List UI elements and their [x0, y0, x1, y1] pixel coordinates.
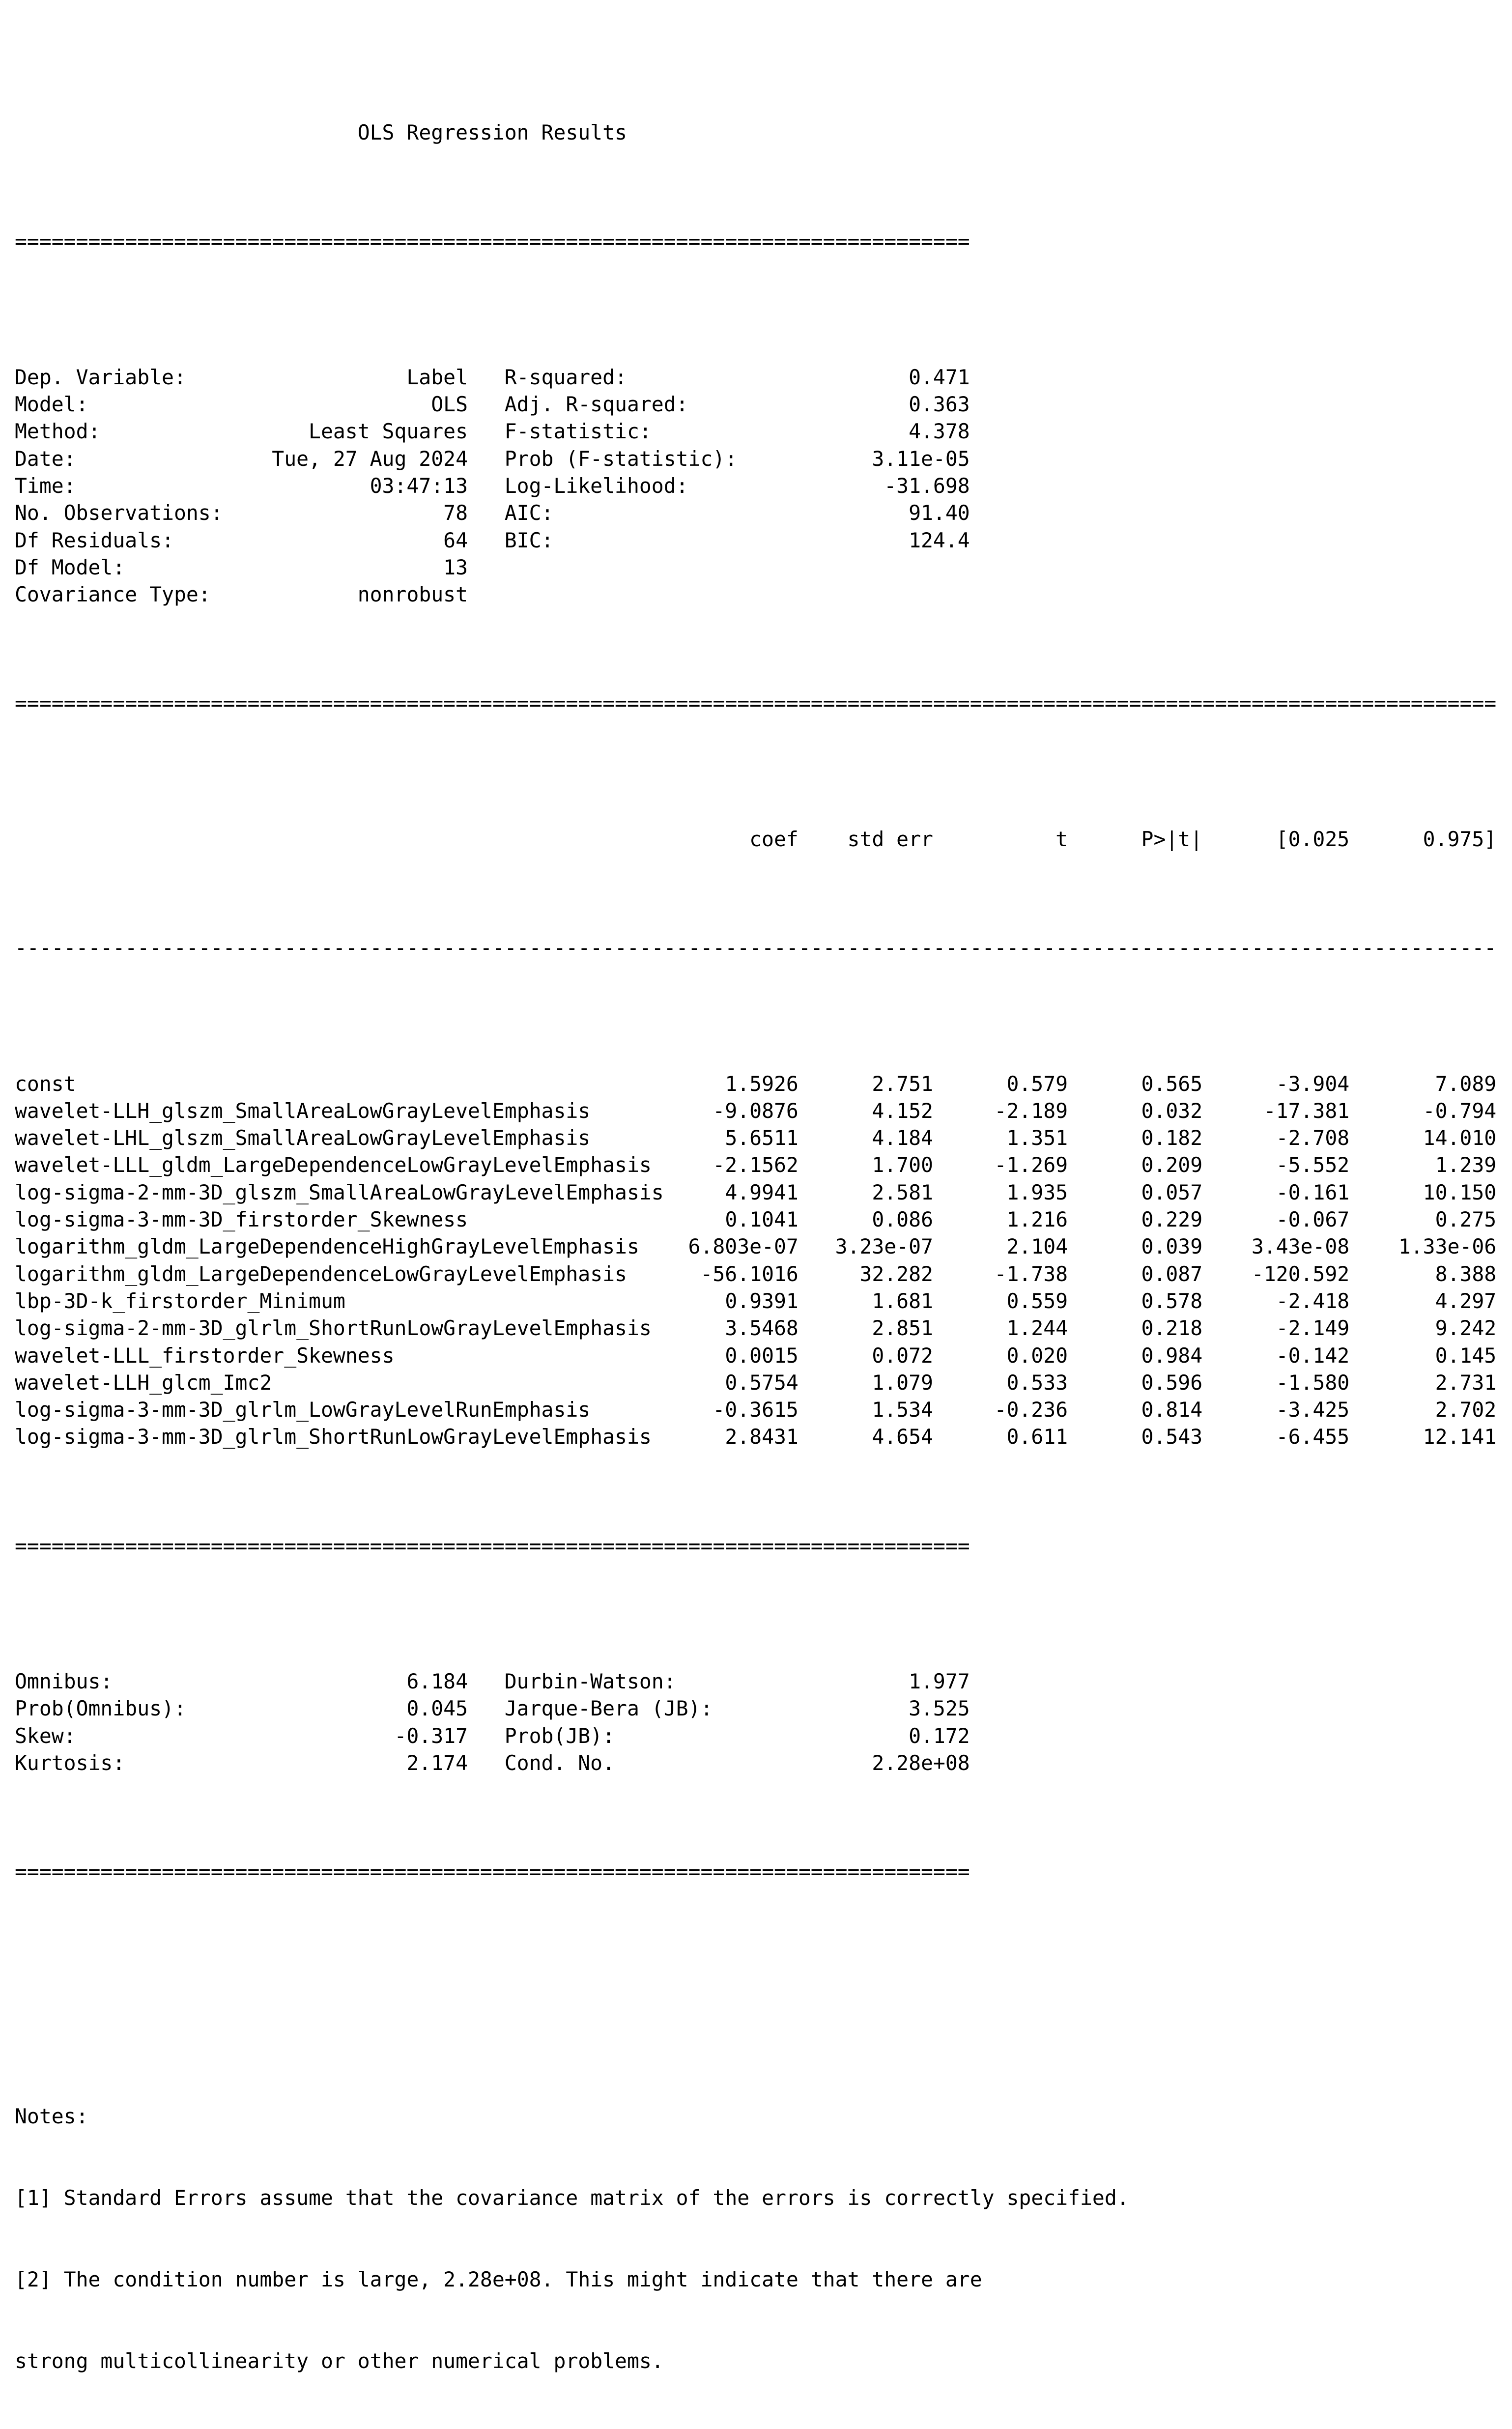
ci-low-value: -3.425	[1276, 1398, 1350, 1422]
left-pair	[15, 364, 468, 391]
left-pair	[15, 446, 468, 473]
table-row	[15, 1152, 1496, 1179]
left-pair	[15, 1723, 468, 1750]
left-pair	[15, 581, 468, 608]
summary-title: OLS Regression Results	[357, 121, 627, 145]
variable-name: log-sigma-3-mm-3D_glrlm_LowGrayLevelRunEmphasis	[15, 1398, 591, 1422]
std-err-value: 2.751	[872, 1072, 933, 1096]
ci-high-value: 14.010	[1423, 1126, 1497, 1150]
left-label: Method:	[15, 420, 101, 444]
t-value: 1.351	[1006, 1126, 1068, 1150]
model_info-row	[15, 527, 1496, 554]
left-value: -0.317	[394, 1724, 468, 1748]
std-err-value: 3.23e-07	[835, 1235, 933, 1259]
right-value: -31.698	[884, 474, 970, 498]
p-value: 0.182	[1141, 1126, 1203, 1150]
coef-value: 0.1041	[725, 1208, 799, 1232]
header-coef: coef	[749, 827, 799, 851]
left-value: 6.184	[406, 1670, 468, 1694]
std-err-value: 32.282	[859, 1262, 933, 1286]
diagnostics-section	[15, 1668, 1496, 1777]
ci-high-value: 1.239	[1435, 1153, 1497, 1177]
model_info-row	[15, 364, 1496, 391]
double-rule: ==============================================================================	[15, 1534, 970, 1558]
right-pair	[505, 364, 970, 391]
table-row	[15, 1424, 1496, 1451]
left-value: Tue, 27 Aug 2024	[272, 447, 468, 471]
notes-heading: Notes:	[15, 2104, 88, 2128]
right-pair	[505, 418, 970, 445]
model_info-row	[15, 418, 1496, 445]
coef-value: -2.1562	[713, 1153, 799, 1177]
diagnostics-row	[15, 1668, 1496, 1695]
variable-name: log-sigma-2-mm-3D_glszm_SmallAreaLowGrayLevelEmphasis	[15, 1180, 664, 1204]
t-value: 0.559	[1006, 1289, 1068, 1313]
left-pair	[15, 500, 468, 527]
note-2-continued: strong multicollinearity or other numerical problems.	[15, 2349, 664, 2373]
coef-value: 0.5754	[725, 1371, 799, 1395]
std-err-value: 4.654	[872, 1425, 933, 1449]
model_info-row	[15, 473, 1496, 500]
ci-low-value: -0.161	[1276, 1180, 1350, 1204]
variable-name: wavelet-LLH_glszm_SmallAreaLowGrayLevelEmphasis	[15, 1099, 591, 1123]
model_info-row	[15, 391, 1496, 418]
left-label: Skew:	[15, 1724, 76, 1748]
std-err-value: 4.152	[872, 1099, 933, 1123]
ci-low-value: -17.381	[1263, 1099, 1350, 1123]
std-err-value: 1.534	[872, 1398, 933, 1422]
table-row	[15, 1125, 1496, 1152]
double-rule: ==============================================================================	[15, 229, 970, 254]
coef-value: 1.5926	[725, 1072, 799, 1096]
right-value: 124.4	[909, 528, 970, 552]
ci-high-value: 1.33e-06	[1398, 1235, 1497, 1259]
note-1: [1] Standard Errors assume that the covariance matrix of the errors is correctly specified.	[15, 2186, 1129, 2210]
right-value: 3.11e-05	[872, 447, 970, 471]
coef-value: 5.6511	[725, 1126, 799, 1150]
right-label: Prob(JB):	[504, 1724, 615, 1748]
left-value: 78	[443, 501, 468, 525]
coef-value: 3.5468	[725, 1316, 799, 1341]
notes-heading-row	[15, 2103, 1496, 2130]
right-value: 2.28e+08	[872, 1751, 970, 1775]
variable-name: const	[15, 1072, 76, 1096]
diagnostics-row	[15, 1723, 1496, 1750]
right-pair	[505, 446, 970, 473]
table-row	[15, 1071, 1496, 1098]
coef-value: -56.1016	[700, 1262, 799, 1286]
ci-high-value: 9.242	[1435, 1316, 1497, 1341]
p-value: 0.578	[1141, 1289, 1203, 1313]
note-2: [2] The condition number is large, 2.28e+08. This might indicate that there are	[15, 2267, 982, 2291]
ci-low-value: -5.552	[1276, 1153, 1350, 1177]
left-value: Least Squares	[309, 420, 468, 444]
left-label: Model:	[15, 393, 88, 417]
coef-value: -0.3615	[713, 1398, 799, 1422]
t-value: 2.104	[1006, 1235, 1068, 1259]
left-label: Df Residuals:	[15, 528, 174, 552]
right-value: 1.977	[909, 1670, 970, 1694]
left-value: 0.045	[406, 1697, 468, 1721]
t-value: 1.216	[1006, 1208, 1068, 1232]
right-label: Durbin-Watson:	[504, 1670, 676, 1694]
right-label: Jarque-Bera (JB):	[504, 1697, 713, 1721]
right-label: Log-Likelihood:	[504, 474, 688, 498]
ci-high-value: 0.145	[1435, 1343, 1497, 1368]
left-label: Time:	[15, 474, 76, 498]
ci-high-value: 4.297	[1435, 1289, 1497, 1313]
right-label: Adj. R-squared:	[504, 393, 688, 417]
ci-high-value: 12.141	[1423, 1425, 1497, 1449]
table-row	[15, 1233, 1496, 1260]
header-ci-low: [0.025	[1276, 827, 1350, 851]
ci-high-value: 2.731	[1435, 1371, 1497, 1395]
ols-summary	[15, 11, 1496, 2429]
right-value: 4.378	[909, 420, 970, 444]
variable-name: wavelet-LHL_glszm_SmallAreaLowGrayLevelEmphasis	[15, 1126, 591, 1150]
model_info-row	[15, 446, 1496, 473]
t-value: 1.244	[1006, 1316, 1068, 1341]
t-value: 0.020	[1006, 1343, 1068, 1368]
p-value: 0.596	[1141, 1371, 1203, 1395]
diagnostics-row	[15, 1750, 1496, 1777]
model_info-row	[15, 500, 1496, 527]
double-rule: ==============================================================================	[15, 1860, 970, 1884]
coef-value: 4.9941	[725, 1180, 799, 1204]
ci-low-value: -2.418	[1276, 1289, 1350, 1313]
p-value: 0.039	[1141, 1235, 1203, 1259]
separator-table-bottom	[15, 1533, 1496, 1560]
left-pair	[15, 554, 468, 581]
variable-name: wavelet-LLL_gldm_LargeDependenceLowGrayLevelEmphasis	[15, 1153, 652, 1177]
note-line	[15, 2348, 1496, 2375]
left-pair	[15, 1695, 468, 1722]
t-value: -1.738	[994, 1262, 1068, 1286]
t-value: -1.269	[994, 1153, 1068, 1177]
ci-high-value: -0.794	[1423, 1099, 1497, 1123]
std-err-value: 1.079	[872, 1371, 933, 1395]
left-label: Prob(Omnibus):	[15, 1697, 186, 1721]
title-row	[15, 119, 1496, 146]
right-pair	[505, 391, 970, 418]
variable-name: log-sigma-3-mm-3D_glrlm_ShortRunLowGrayLevelEmphasis	[15, 1425, 652, 1449]
std-err-value: 0.072	[872, 1343, 933, 1368]
p-value: 0.229	[1141, 1208, 1203, 1232]
t-value: 0.533	[1006, 1371, 1068, 1395]
std-err-value: 2.851	[872, 1316, 933, 1341]
left-value: Label	[406, 365, 468, 389]
right-label: F-statistic:	[504, 420, 652, 444]
left-label: Kurtosis:	[15, 1751, 125, 1775]
ci-low-value: -2.149	[1276, 1316, 1350, 1341]
header-t: t	[1056, 827, 1068, 851]
coef-value: 0.9391	[725, 1289, 799, 1313]
table-row	[15, 1098, 1496, 1125]
t-value: 0.579	[1006, 1072, 1068, 1096]
coef-value: -9.0876	[713, 1099, 799, 1123]
right-value: 0.172	[909, 1724, 970, 1748]
ci-high-value: 7.089	[1435, 1072, 1497, 1096]
left-pair	[15, 527, 468, 554]
ci-low-value: -0.142	[1276, 1343, 1350, 1368]
right-label: Prob (F-statistic):	[504, 447, 738, 471]
note-line	[15, 2266, 1496, 2293]
right-pair	[505, 1750, 970, 1777]
left-label: Omnibus:	[15, 1670, 113, 1694]
right-label: BIC:	[504, 528, 554, 552]
table-row	[15, 1370, 1496, 1397]
separator-top	[15, 228, 1496, 255]
double-rule: =========================================================================================================================	[15, 691, 1497, 715]
right-label: Cond. No.	[504, 1751, 615, 1775]
separator-table-top	[15, 690, 1496, 717]
p-value: 0.218	[1141, 1316, 1203, 1341]
variable-name: logarithm_gldm_LargeDependenceLowGrayLevelEmphasis	[15, 1262, 627, 1286]
model_info-row	[15, 554, 1496, 581]
ci-low-value: 3.43e-08	[1251, 1235, 1350, 1259]
ci-low-value: -6.455	[1276, 1425, 1350, 1449]
left-label: Dep. Variable:	[15, 365, 186, 389]
ci-high-value: 2.702	[1435, 1398, 1497, 1422]
ci-high-value: 0.275	[1435, 1208, 1497, 1232]
left-label: Df Model:	[15, 555, 125, 579]
std-err-value: 1.681	[872, 1289, 933, 1313]
ci-low-value: -1.580	[1276, 1371, 1350, 1395]
right-pair	[505, 473, 970, 500]
header-std-err: std err	[847, 827, 933, 851]
table-row	[15, 1315, 1496, 1342]
ci-low-value: -2.708	[1276, 1126, 1350, 1150]
left-pair	[15, 473, 468, 500]
left-value: 03:47:13	[370, 474, 468, 498]
right-pair	[505, 500, 970, 527]
p-value: 0.057	[1141, 1180, 1203, 1204]
std-err-value: 2.581	[872, 1180, 933, 1204]
variable-name: logarithm_gldm_LargeDependenceHighGrayLevelEmphasis	[15, 1235, 639, 1259]
p-value: 0.565	[1141, 1072, 1203, 1096]
variable-name: log-sigma-2-mm-3D_glrlm_ShortRunLowGrayLevelEmphasis	[15, 1316, 652, 1341]
table-row	[15, 1206, 1496, 1233]
note-line	[15, 2185, 1496, 2212]
left-value: 2.174	[406, 1751, 468, 1775]
header-p-value: P>|t|	[1141, 827, 1203, 851]
variable-name: log-sigma-3-mm-3D_firstorder_Skewness	[15, 1208, 468, 1232]
std-err-value: 1.700	[872, 1153, 933, 1177]
ci-high-value: 10.150	[1423, 1180, 1497, 1204]
variable-name: wavelet-LLL_firstorder_Skewness	[15, 1343, 395, 1368]
ci-high-value: 8.388	[1435, 1262, 1497, 1286]
table-row	[15, 1343, 1496, 1370]
t-value: -2.189	[994, 1099, 1068, 1123]
left-label: Covariance Type:	[15, 583, 211, 607]
right-pair	[505, 1668, 970, 1695]
coef-table-body	[15, 1071, 1496, 1451]
right-value: 0.363	[909, 393, 970, 417]
right-pair	[505, 1723, 970, 1750]
table-row	[15, 1288, 1496, 1315]
t-value: 1.935	[1006, 1180, 1068, 1204]
ci-low-value: -0.067	[1276, 1208, 1350, 1232]
table-row	[15, 1261, 1496, 1288]
left-pair	[15, 391, 468, 418]
p-value: 0.209	[1141, 1153, 1203, 1177]
coef-value: 6.803e-07	[688, 1235, 799, 1259]
right-value: 91.40	[909, 501, 970, 525]
blank-line	[15, 1967, 1496, 1994]
coef-value: 0.0015	[725, 1343, 799, 1368]
left-pair	[15, 418, 468, 445]
p-value: 0.543	[1141, 1425, 1203, 1449]
right-pair	[505, 1695, 970, 1722]
right-value: 3.525	[909, 1697, 970, 1721]
p-value: 0.087	[1141, 1262, 1203, 1286]
std-err-value: 4.184	[872, 1126, 933, 1150]
left-value: OLS	[431, 393, 468, 417]
separator-bottom	[15, 1858, 1496, 1886]
header-ci-high: 0.975]	[1423, 827, 1497, 851]
std-err-value: 0.086	[872, 1208, 933, 1232]
left-value: nonrobust	[357, 583, 468, 607]
separator-header	[15, 935, 1496, 962]
right-pair	[505, 527, 970, 554]
table-row	[15, 1179, 1496, 1206]
p-value: 0.032	[1141, 1099, 1203, 1123]
ci-low-value: -3.904	[1276, 1072, 1350, 1096]
left-pair	[15, 1750, 468, 1777]
right-label: AIC:	[504, 501, 554, 525]
model-info-section	[15, 364, 1496, 609]
model_info-row	[15, 581, 1496, 608]
ci-low-value: -120.592	[1251, 1262, 1350, 1286]
right-value: 0.471	[909, 365, 970, 389]
variable-name: wavelet-LLH_glcm_Imc2	[15, 1371, 272, 1395]
left-pair	[15, 1668, 468, 1695]
variable-name: lbp-3D-k_firstorder_Minimum	[15, 1289, 345, 1313]
single-rule: -------------------------------------------------------------------------------------------------------------------------	[15, 936, 1497, 960]
coef-table-header	[15, 826, 1496, 853]
p-value: 0.814	[1141, 1398, 1203, 1422]
left-value: 64	[443, 528, 468, 552]
t-value: -0.236	[994, 1398, 1068, 1422]
table-row	[15, 1397, 1496, 1424]
left-value: 13	[443, 555, 468, 579]
coef-value: 2.8431	[725, 1425, 799, 1449]
t-value: 0.611	[1006, 1425, 1068, 1449]
p-value: 0.984	[1141, 1343, 1203, 1368]
left-label: No. Observations:	[15, 501, 223, 525]
right-label: R-squared:	[504, 365, 627, 389]
left-label: Date:	[15, 447, 76, 471]
diagnostics-row	[15, 1695, 1496, 1722]
